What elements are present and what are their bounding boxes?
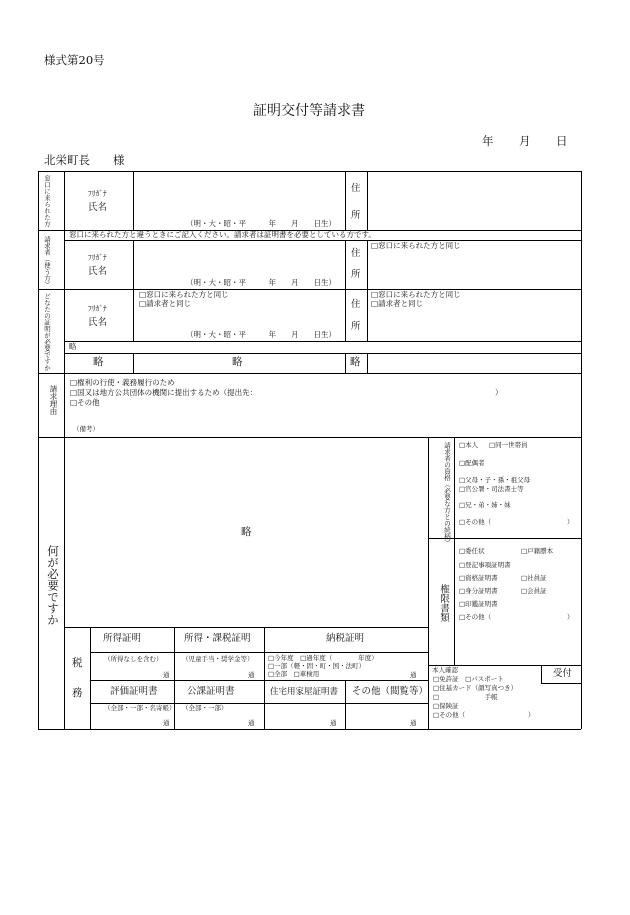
- subject-address-label-2: 所: [351, 321, 361, 332]
- visitor-birth[interactable]: （明・大・昭・平 年 月 日生）: [186, 219, 336, 228]
- tax-payment-copies[interactable]: 通: [410, 671, 417, 679]
- subject-address-same-requester-checkbox[interactable]: □請求者と同じ: [371, 299, 424, 308]
- valuation-cert-note: （全部・一部・名寄帳）: [104, 704, 176, 712]
- qualification-lineal-checkbox[interactable]: □父母・子・孫・祖父母: [459, 476, 531, 484]
- income-cert-copies[interactable]: 通: [163, 671, 170, 679]
- tax-label-1: 税: [72, 657, 83, 669]
- id-check-license-passport[interactable]: □免許証 □パスポート: [433, 675, 504, 683]
- public-cert-label: 公課証明書: [187, 686, 235, 697]
- visitor-address-label-1: 住: [351, 183, 361, 194]
- id-check-title: 本人確認: [432, 666, 458, 674]
- needed-omit: 略: [241, 526, 252, 538]
- housing-cert-copies[interactable]: 通: [330, 719, 337, 727]
- qualification-lawyer-checkbox[interactable]: □官公署・司法書士等: [459, 485, 524, 493]
- needed-area[interactable]: [65, 438, 427, 626]
- subject-furigana-label: ﾌﾘｶﾞﾅ: [88, 304, 107, 313]
- requester-address-label-1: 住: [351, 248, 361, 259]
- subject-omit-text: 略: [69, 342, 77, 351]
- id-check-other-close: ）: [528, 711, 535, 719]
- form-number: 様式第20号: [44, 53, 105, 67]
- omit-cell-b: 略: [232, 356, 243, 368]
- tax-payment-year-checkbox[interactable]: □今年度 □過年度（ 年度）: [268, 654, 378, 662]
- qualification-label: 請求者の資格（必要な方との続柄）: [443, 442, 451, 546]
- authority-qualification-checkbox[interactable]: □資格証明書: [459, 574, 498, 582]
- authority-member-card-checkbox[interactable]: □会員証: [521, 587, 547, 595]
- subject-name-same-requester-checkbox[interactable]: □請求者と同じ: [139, 299, 192, 308]
- reception-label: 受付: [553, 668, 573, 679]
- valuation-cert-copies[interactable]: 通: [163, 719, 170, 727]
- reason-other-checkbox[interactable]: □その他: [70, 398, 100, 407]
- authority-proxy-checkbox[interactable]: □委任状: [459, 547, 485, 555]
- reception-stamp-area[interactable]: [542, 684, 580, 728]
- authority-registry-checkbox[interactable]: □登記事項証明書: [459, 561, 511, 569]
- requester-note: 窓口に来られた方と違うときにご記入ください。請求者は証明書を必要としている方です。: [69, 230, 376, 239]
- qualification-household-checkbox[interactable]: □同一世帯員: [489, 441, 528, 449]
- reason-submission-checkbox[interactable]: □国又は地方公共団体の機関に提出するため（提出先：: [70, 388, 258, 397]
- visitor-address-label-2: 所: [351, 210, 361, 221]
- visitor-name-label: 氏名: [88, 202, 108, 213]
- authority-label: 権限書類: [438, 584, 449, 622]
- requester-address-same-checkbox[interactable]: □窓口に来られた方と同じ: [371, 241, 461, 250]
- date-day[interactable]: 日: [556, 134, 568, 148]
- subject-address-label-1: 住: [351, 299, 361, 310]
- authority-identity-checkbox[interactable]: □身分証明書: [459, 587, 498, 595]
- addressee: 北栄町長 様: [44, 153, 125, 167]
- authority-employee-id-checkbox[interactable]: □社員証: [521, 574, 547, 582]
- id-check-handbook[interactable]: □ 手帳: [433, 693, 498, 701]
- tax-payment-full-checkbox[interactable]: □全部 □車検用: [268, 670, 320, 678]
- subject-name-label: 氏名: [88, 317, 108, 328]
- reason-submission-close: ）: [495, 388, 503, 397]
- date-month[interactable]: 月: [519, 134, 531, 148]
- visitor-furigana-label: ﾌﾘｶﾞﾅ: [88, 189, 107, 198]
- other-cert-label: その他（閲覧等）: [352, 686, 429, 697]
- authority-seal-checkbox[interactable]: □印鑑証明書: [459, 600, 498, 608]
- reason-remarks: （備考）: [73, 425, 99, 433]
- qualification-spouse-checkbox[interactable]: □配偶者: [459, 459, 485, 467]
- needed-label: 何が必要ですか: [46, 545, 60, 626]
- tax-payment-partial-checkbox[interactable]: □一部（軽・固・町・国・法町）: [268, 662, 366, 670]
- form-title: 証明交付等請求書: [253, 103, 365, 119]
- visitor-label: 窓口に来られた方: [43, 175, 51, 227]
- subject-birth[interactable]: （明・大・昭・平 年 月 日生）: [186, 330, 336, 339]
- visitor-address-field[interactable]: [368, 172, 580, 229]
- qualification-self-checkbox[interactable]: □本人: [459, 441, 479, 449]
- subject-address-same-visitor-checkbox[interactable]: □窓口に来られた方と同じ: [371, 290, 461, 299]
- subject-label: どなたの証明が必要ですか: [43, 293, 51, 371]
- authority-other-checkbox[interactable]: □その他（: [459, 613, 492, 621]
- id-check-other[interactable]: □その他（: [433, 711, 466, 719]
- income-cert-label: 所得証明: [103, 633, 142, 644]
- date-year[interactable]: 年: [482, 134, 494, 148]
- qualification-other-checkbox[interactable]: □その他（: [459, 518, 492, 526]
- tax-payment-cert-label: 納税証明: [326, 633, 365, 644]
- id-check-insurance[interactable]: □保険証: [433, 702, 459, 710]
- authority-other-close: ）: [567, 613, 574, 621]
- reason-label: 請求理由: [49, 385, 58, 415]
- public-cert-note: （全部・一部）: [182, 704, 228, 712]
- qualification-other-close: ）: [567, 518, 574, 526]
- reason-rights-checkbox[interactable]: □権利の行使・義務履行のため: [70, 378, 175, 387]
- income-tax-cert-label: 所得・課税証明: [184, 633, 251, 644]
- requester-name-label: 氏名: [88, 266, 108, 277]
- omit-cell-c: 略: [350, 356, 361, 368]
- public-cert-copies[interactable]: 通: [248, 719, 255, 727]
- id-check-resident-card[interactable]: □住基カード（顔写真つき）: [433, 684, 518, 692]
- subject-name-same-visitor-checkbox[interactable]: □窓口に来られた方と同じ: [139, 290, 229, 299]
- other-cert-copies[interactable]: 通: [410, 719, 417, 727]
- income-tax-cert-note: （児童手当・奨学金等）: [182, 655, 254, 663]
- requester-birth[interactable]: （明・大・昭・平 年 月 日生）: [186, 278, 336, 287]
- requester-label: 請求者（使う方）: [43, 236, 51, 288]
- income-tax-cert-copies[interactable]: 通: [248, 671, 255, 679]
- qualification-sibling-checkbox[interactable]: □兄・弟・姉・妹: [459, 501, 511, 509]
- authority-family-register-checkbox[interactable]: □戸籍謄本: [521, 547, 554, 555]
- income-cert-note: （所得なしを含む）: [104, 655, 163, 663]
- requester-address-label-2: 所: [351, 269, 361, 280]
- housing-cert-label: 住宅用家屋証明書: [270, 687, 339, 697]
- omit-cell-a: 略: [93, 356, 104, 368]
- valuation-cert-label: 評価証明書: [110, 686, 158, 697]
- tax-label-2: 務: [72, 687, 83, 699]
- requester-furigana-label: ﾌﾘｶﾞﾅ: [88, 253, 107, 262]
